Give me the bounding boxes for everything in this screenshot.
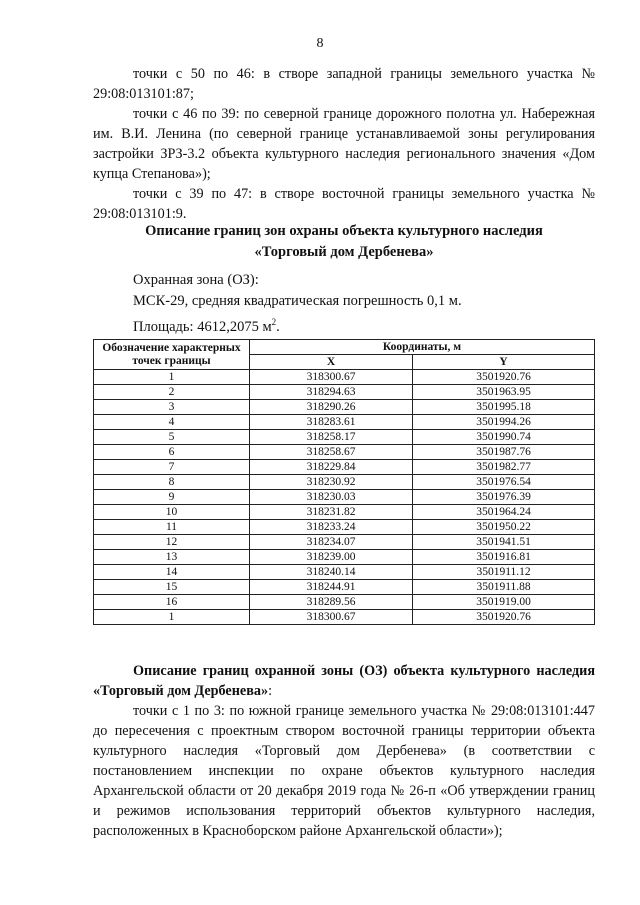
x-value: 318240.14 — [250, 565, 413, 580]
x-value: 318300.67 — [250, 610, 413, 625]
coordinates-table — [93, 339, 595, 625]
table-row — [94, 445, 595, 460]
x-value: 318231.82 — [250, 505, 413, 520]
y-value: 3501920.76 — [413, 370, 595, 385]
x-value: 318300.67 — [250, 370, 413, 385]
x-value: 318230.92 — [250, 475, 413, 490]
point-number: 3 — [94, 400, 250, 415]
point-number: 16 — [94, 595, 250, 610]
section-heading-line-2: «Торговый дом Дербенева» — [254, 244, 434, 260]
point-number: 5 — [94, 430, 250, 445]
point-number: 14 — [94, 565, 250, 580]
x-value: 318239.00 — [250, 550, 413, 565]
description-heading — [93, 661, 595, 701]
description-text — [93, 661, 595, 841]
zone-name: Охранная зона (ОЗ): — [133, 272, 259, 288]
header-coordinates: Координаты, м — [250, 340, 595, 355]
x-value: 318290.26 — [250, 400, 413, 415]
zone-area-unit: 2 — [271, 317, 277, 327]
table-row — [94, 490, 595, 505]
point-number: 11 — [94, 520, 250, 535]
point-number: 9 — [94, 490, 250, 505]
header-x: X — [250, 355, 413, 370]
table-row — [94, 370, 595, 385]
table-row — [94, 460, 595, 475]
y-value: 3501950.22 — [413, 520, 595, 535]
point-number: 7 — [94, 460, 250, 475]
y-value: 3501976.39 — [413, 490, 595, 505]
y-value: 3501963.95 — [413, 385, 595, 400]
x-value: 318230.03 — [250, 490, 413, 505]
intro-text — [93, 64, 595, 224]
y-value: 3501995.18 — [413, 400, 595, 415]
zone-area — [133, 312, 593, 338]
x-value: 318234.07 — [250, 535, 413, 550]
table-row — [94, 565, 595, 580]
coordinates-table-body — [94, 370, 595, 625]
y-value: 3501982.77 — [413, 460, 595, 475]
table-row — [94, 385, 595, 400]
x-value: 318244.91 — [250, 580, 413, 595]
table-row — [94, 475, 595, 490]
x-value: 318258.17 — [250, 430, 413, 445]
table-row — [94, 505, 595, 520]
zone-info — [133, 270, 593, 338]
y-value: 3501919.00 — [413, 595, 595, 610]
y-value: 3501916.81 — [413, 550, 595, 565]
description-paragraph: точки с 1 по 3: по южной границе земельного участка № 29:08:013101:447 до пересечения с проектным створом восточной границы территории объекта культурного наследия «Торговый дом Дербенева» (в соответствии с постановлением инспекции по охране объектов культурного наследия Архангельской области от 20 декабря 2019 года № 26-п «Об утверждении границ и режимов использования территорий объектов культурного наследия, расположенных в Красноборском районе Архангельской области»); — [93, 703, 595, 839]
zone-crs: МСК-29, средняя квадратическая погрешность 0,1 м. — [133, 293, 462, 309]
header-y: Y — [413, 355, 595, 370]
point-number: 1 — [94, 370, 250, 385]
table-row — [94, 595, 595, 610]
intro-paragraph-1: точки с 50 по 46: в створе западной границы земельного участка № 29:08:013101:87; — [93, 66, 595, 102]
point-number: 4 — [94, 415, 250, 430]
table-row — [94, 580, 595, 595]
y-value: 3501941.51 — [413, 535, 595, 550]
section-heading-line-1: Описание границ зон охраны объекта культурного наследия — [145, 223, 543, 239]
point-number: 13 — [94, 550, 250, 565]
point-number: 1 — [94, 610, 250, 625]
y-value: 3501911.88 — [413, 580, 595, 595]
point-number: 15 — [94, 580, 250, 595]
point-number: 6 — [94, 445, 250, 460]
y-value: 3501964.24 — [413, 505, 595, 520]
y-value: 3501976.54 — [413, 475, 595, 490]
point-number: 10 — [94, 505, 250, 520]
intro-paragraph-2: точки с 46 по 39: по северной границе дорожного полотна ул. Набережная им. В.И. Ленина (по северной границе устанавливаемой зоны регулирования застройки ЗРЗ-3.2 объекта культурного наследия регионального значения «Дом купца Степанова»); — [93, 106, 595, 182]
table-row — [94, 550, 595, 565]
y-value: 3501990.74 — [413, 430, 595, 445]
point-number: 2 — [94, 385, 250, 400]
x-value: 318289.56 — [250, 595, 413, 610]
description-heading-bold: Описание границ охранной зоны (ОЗ) объекта культурного наследия «Торговый дом Дербенева» — [93, 663, 595, 699]
x-value: 318233.24 — [250, 520, 413, 535]
point-number: 8 — [94, 475, 250, 490]
y-value: 3501920.76 — [413, 610, 595, 625]
table-row — [94, 610, 595, 625]
x-value: 318229.84 — [250, 460, 413, 475]
y-value: 3501994.26 — [413, 415, 595, 430]
table-row — [94, 520, 595, 535]
x-value: 318283.61 — [250, 415, 413, 430]
table-row — [94, 415, 595, 430]
page-number: 8 — [316, 36, 324, 51]
header-point-designation: Обозначение характерных точек границы — [94, 340, 250, 370]
point-number: 12 — [94, 535, 250, 550]
table-row — [94, 535, 595, 550]
description-heading-tail: : — [268, 683, 273, 699]
zone-area-end: . — [276, 318, 280, 335]
x-value: 318258.67 — [250, 445, 413, 460]
y-value: 3501987.76 — [413, 445, 595, 460]
table-row — [94, 400, 595, 415]
intro-paragraph-3: точки с 39 по 47: в створе восточной границы земельного участка № 29:08:013101:9. — [93, 186, 595, 222]
section-heading — [93, 221, 595, 263]
y-value: 3501911.12 — [413, 565, 595, 580]
x-value: 318294.63 — [250, 385, 413, 400]
zone-area-label: Площадь: 4612,2075 м — [133, 318, 272, 335]
table-row — [94, 430, 595, 445]
